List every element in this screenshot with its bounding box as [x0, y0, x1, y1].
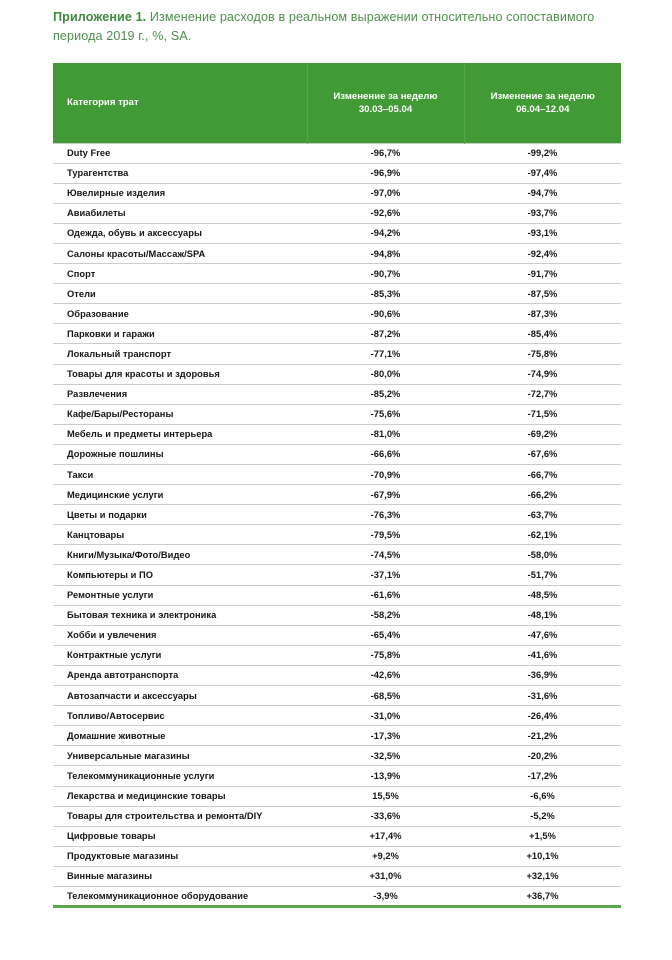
cell-week1-change: -90,6%	[370, 308, 401, 319]
cell-week2-change: -48,1%	[527, 610, 558, 621]
cell-week1-change: -61,6%	[370, 590, 401, 601]
table-row	[53, 424, 621, 444]
cell-category: Аренда автотранспорта	[67, 670, 179, 681]
cell-week1-change: -66,6%	[370, 449, 401, 460]
cell-week2-change: -66,2%	[527, 489, 558, 500]
cell-category: Винные магазины	[67, 871, 153, 882]
cell-week1-change: -92,6%	[370, 208, 401, 219]
table-row	[53, 525, 621, 545]
table-row	[53, 485, 621, 505]
cell-category: Бытовая техника и электроника	[67, 610, 217, 621]
cell-week1-change: -79,5%	[370, 529, 401, 540]
cell-week1-change: -37,1%	[370, 570, 401, 581]
table-row	[53, 324, 621, 344]
column-header-week1-line2: 30.03–05.04	[358, 103, 413, 115]
cell-category: Хобби и увлечения	[67, 630, 157, 641]
cell-week2-change: -63,7%	[527, 509, 558, 520]
cell-week1-change: +17,4%	[369, 831, 402, 842]
cell-category: Домашние животные	[67, 730, 166, 741]
column-header-week2-line1: Изменение за неделю	[490, 90, 595, 102]
cell-week2-change: -97,4%	[527, 168, 558, 179]
table-row	[53, 364, 621, 384]
cell-week2-change: -87,5%	[527, 288, 558, 299]
cell-category: Телекоммуникационные услуги	[67, 770, 215, 781]
table-row	[53, 706, 621, 726]
table-row	[53, 886, 621, 906]
cell-week2-change: -21,2%	[527, 730, 558, 741]
cell-week1-change: -75,6%	[370, 409, 401, 420]
cell-week2-change: -91,7%	[527, 268, 558, 279]
cell-week2-change: -47,6%	[527, 630, 558, 641]
cell-category: Лекарства и медицинские товары	[67, 791, 226, 802]
table-row	[53, 465, 621, 485]
cell-week2-change: -93,1%	[527, 228, 558, 239]
table-row	[53, 223, 621, 243]
cell-category: Медицинские услуги	[67, 489, 164, 500]
table-row	[53, 786, 621, 806]
table-row	[53, 866, 621, 886]
cell-week1-change: -94,8%	[370, 248, 401, 259]
table-row	[53, 746, 621, 766]
column-header-week2	[464, 63, 621, 143]
cell-category: Образование	[67, 308, 129, 319]
table-caption	[53, 8, 621, 46]
cell-week1-change: -76,3%	[370, 509, 401, 520]
cell-week1-change: -13,9%	[370, 770, 401, 781]
cell-week1-change: -85,3%	[370, 288, 401, 299]
cell-category: Ремонтные услуги	[67, 590, 154, 601]
cell-category: Канцтовары	[67, 529, 125, 540]
table-row	[53, 766, 621, 786]
cell-category: Турагентства	[67, 168, 129, 179]
cell-category: Универсальные магазины	[67, 750, 190, 761]
cell-week1-change: 15,5%	[372, 791, 399, 802]
cell-week2-change: -87,3%	[527, 308, 558, 319]
table-row	[53, 183, 621, 203]
cell-week2-change: +36,7%	[526, 891, 559, 902]
cell-category: Контрактные услуги	[67, 650, 162, 661]
table-row	[53, 565, 621, 585]
cell-category: Продуктовые магазины	[67, 851, 179, 862]
cell-week1-change: -75,8%	[370, 650, 401, 661]
table-row	[53, 384, 621, 404]
cell-week1-change: -97,0%	[370, 188, 401, 199]
cell-week1-change: -65,4%	[370, 630, 401, 641]
table-row	[53, 726, 621, 746]
cell-week2-change: -6,6%	[530, 791, 555, 802]
cell-week2-change: -67,6%	[527, 449, 558, 460]
table-row	[53, 826, 621, 846]
cell-category: Топливо/Автосервис	[67, 710, 165, 721]
cell-week2-change: -92,4%	[527, 248, 558, 259]
cell-week2-change: -66,7%	[527, 469, 558, 480]
cell-week1-change: +31,0%	[369, 871, 402, 882]
cell-week1-change: -74,5%	[370, 549, 401, 560]
caption-rest: Изменение расходов в реальном выражении относительно сопоставимого периода 2019 г., %, SA.	[53, 10, 595, 43]
cell-category: Одежда, обувь и аксессуары	[67, 228, 202, 239]
cell-week2-change: -31,6%	[527, 690, 558, 701]
cell-category: Duty Free	[67, 148, 111, 159]
cell-category: Авиабилеты	[67, 208, 126, 219]
cell-week1-change: -96,9%	[370, 168, 401, 179]
cell-week1-change: -33,6%	[370, 811, 401, 822]
cell-week2-change: -75,8%	[527, 348, 558, 359]
cell-category: Спорт	[67, 268, 96, 279]
cell-week1-change: -77,1%	[370, 348, 401, 359]
table-row	[53, 645, 621, 665]
cell-category: Салоны красоты/Массаж/SPA	[67, 248, 206, 259]
cell-week2-change: -51,7%	[527, 570, 558, 581]
cell-week2-change: -72,7%	[527, 389, 558, 400]
cell-week1-change: -90,7%	[370, 268, 401, 279]
cell-category: Мебель и предметы интерьера	[67, 429, 213, 440]
cell-week1-change: -85,2%	[370, 389, 401, 400]
cell-category: Ювелирные изделия	[67, 188, 166, 199]
table-row	[53, 143, 621, 163]
cell-week2-change: -94,7%	[527, 188, 558, 199]
cell-category: Отели	[67, 288, 96, 299]
table-row	[53, 444, 621, 464]
table-header-row	[53, 63, 621, 143]
cell-week1-change: -58,2%	[370, 610, 401, 621]
cell-week1-change: -17,3%	[370, 730, 401, 741]
table-row	[53, 203, 621, 223]
table-row	[53, 243, 621, 263]
cell-category: Компьютеры и ПО	[67, 570, 154, 581]
cell-category: Книги/Музыка/Фото/Видео	[67, 549, 191, 560]
cell-week1-change: -80,0%	[370, 369, 401, 380]
cell-week2-change: -62,1%	[527, 529, 558, 540]
cell-week2-change: +1,5%	[529, 831, 556, 842]
column-header-week1-line1: Изменение за неделю	[333, 90, 438, 102]
cell-category: Парковки и гаражи	[67, 328, 155, 339]
column-header-week1	[307, 63, 464, 143]
cell-category: Локальный транспорт	[67, 348, 172, 359]
cell-week2-change: +10,1%	[526, 851, 559, 862]
cell-category: Телекоммуникационное оборудование	[67, 891, 249, 902]
cell-category: Автозапчасти и аксессуары	[67, 690, 197, 701]
table-row	[53, 665, 621, 685]
cell-week1-change: -32,5%	[370, 750, 401, 761]
cell-week1-change: +9,2%	[372, 851, 399, 862]
cell-week2-change: -5,2%	[530, 811, 555, 822]
cell-week1-change: -96,7%	[370, 148, 401, 159]
table-row	[53, 605, 621, 625]
table-row	[53, 846, 621, 866]
cell-week2-change: -41,6%	[527, 650, 558, 661]
table-row	[53, 404, 621, 424]
cell-week1-change: -70,9%	[370, 469, 401, 480]
cell-category: Цветы и подарки	[67, 509, 147, 520]
cell-category: Дорожные пошлины	[67, 449, 164, 460]
cell-week2-change: +32,1%	[526, 871, 559, 882]
table-row	[53, 545, 621, 565]
cell-category: Товары для строительства и ремонта/DIY	[67, 811, 263, 822]
cell-category: Товары для красоты и здоровья	[67, 369, 220, 380]
cell-week1-change: -87,2%	[370, 328, 401, 339]
table-row	[53, 806, 621, 826]
cell-week2-change: -69,2%	[527, 429, 558, 440]
cell-week2-change: -26,4%	[527, 710, 558, 721]
cell-week1-change: -81,0%	[370, 429, 401, 440]
cell-week2-change: -17,2%	[527, 770, 558, 781]
cell-week2-change: -58,0%	[527, 549, 558, 560]
table-row	[53, 284, 621, 304]
cell-category: Цифровые товары	[67, 831, 156, 842]
cell-week2-change: -74,9%	[527, 369, 558, 380]
cell-week2-change: -85,4%	[527, 328, 558, 339]
column-header-category: Категория трат	[53, 63, 307, 143]
cell-category: Такси	[67, 469, 94, 480]
table-row	[53, 163, 621, 183]
cell-category: Кафе/Бары/Рестораны	[67, 409, 174, 420]
cell-week1-change: -68,5%	[370, 690, 401, 701]
table-header	[53, 63, 621, 143]
cell-week2-change: -99,2%	[527, 148, 558, 159]
table-row	[53, 686, 621, 706]
cell-week2-change: -93,7%	[527, 208, 558, 219]
cell-week1-change: -94,2%	[370, 228, 401, 239]
table-row	[53, 505, 621, 525]
cell-week2-change: -48,5%	[527, 590, 558, 601]
cell-week1-change: -31,0%	[370, 710, 401, 721]
spending-change-table	[53, 63, 621, 908]
caption-lead: Приложение 1.	[53, 10, 147, 24]
cell-week2-change: -20,2%	[527, 750, 558, 761]
table-row	[53, 585, 621, 605]
cell-week1-change: -67,9%	[370, 489, 401, 500]
table-body	[53, 143, 621, 907]
spending-table-container	[53, 63, 621, 908]
cell-week1-change: -42,6%	[370, 670, 401, 681]
cell-week1-change: -3,9%	[373, 891, 398, 902]
cell-category: Развлечения	[67, 389, 128, 400]
column-header-week2-line2: 06.04–12.04	[516, 103, 570, 115]
cell-week2-change: -36,9%	[527, 670, 558, 681]
table-row	[53, 344, 621, 364]
cell-week2-change: -71,5%	[527, 409, 558, 420]
table-row	[53, 625, 621, 645]
table-row	[53, 304, 621, 324]
table-row	[53, 264, 621, 284]
